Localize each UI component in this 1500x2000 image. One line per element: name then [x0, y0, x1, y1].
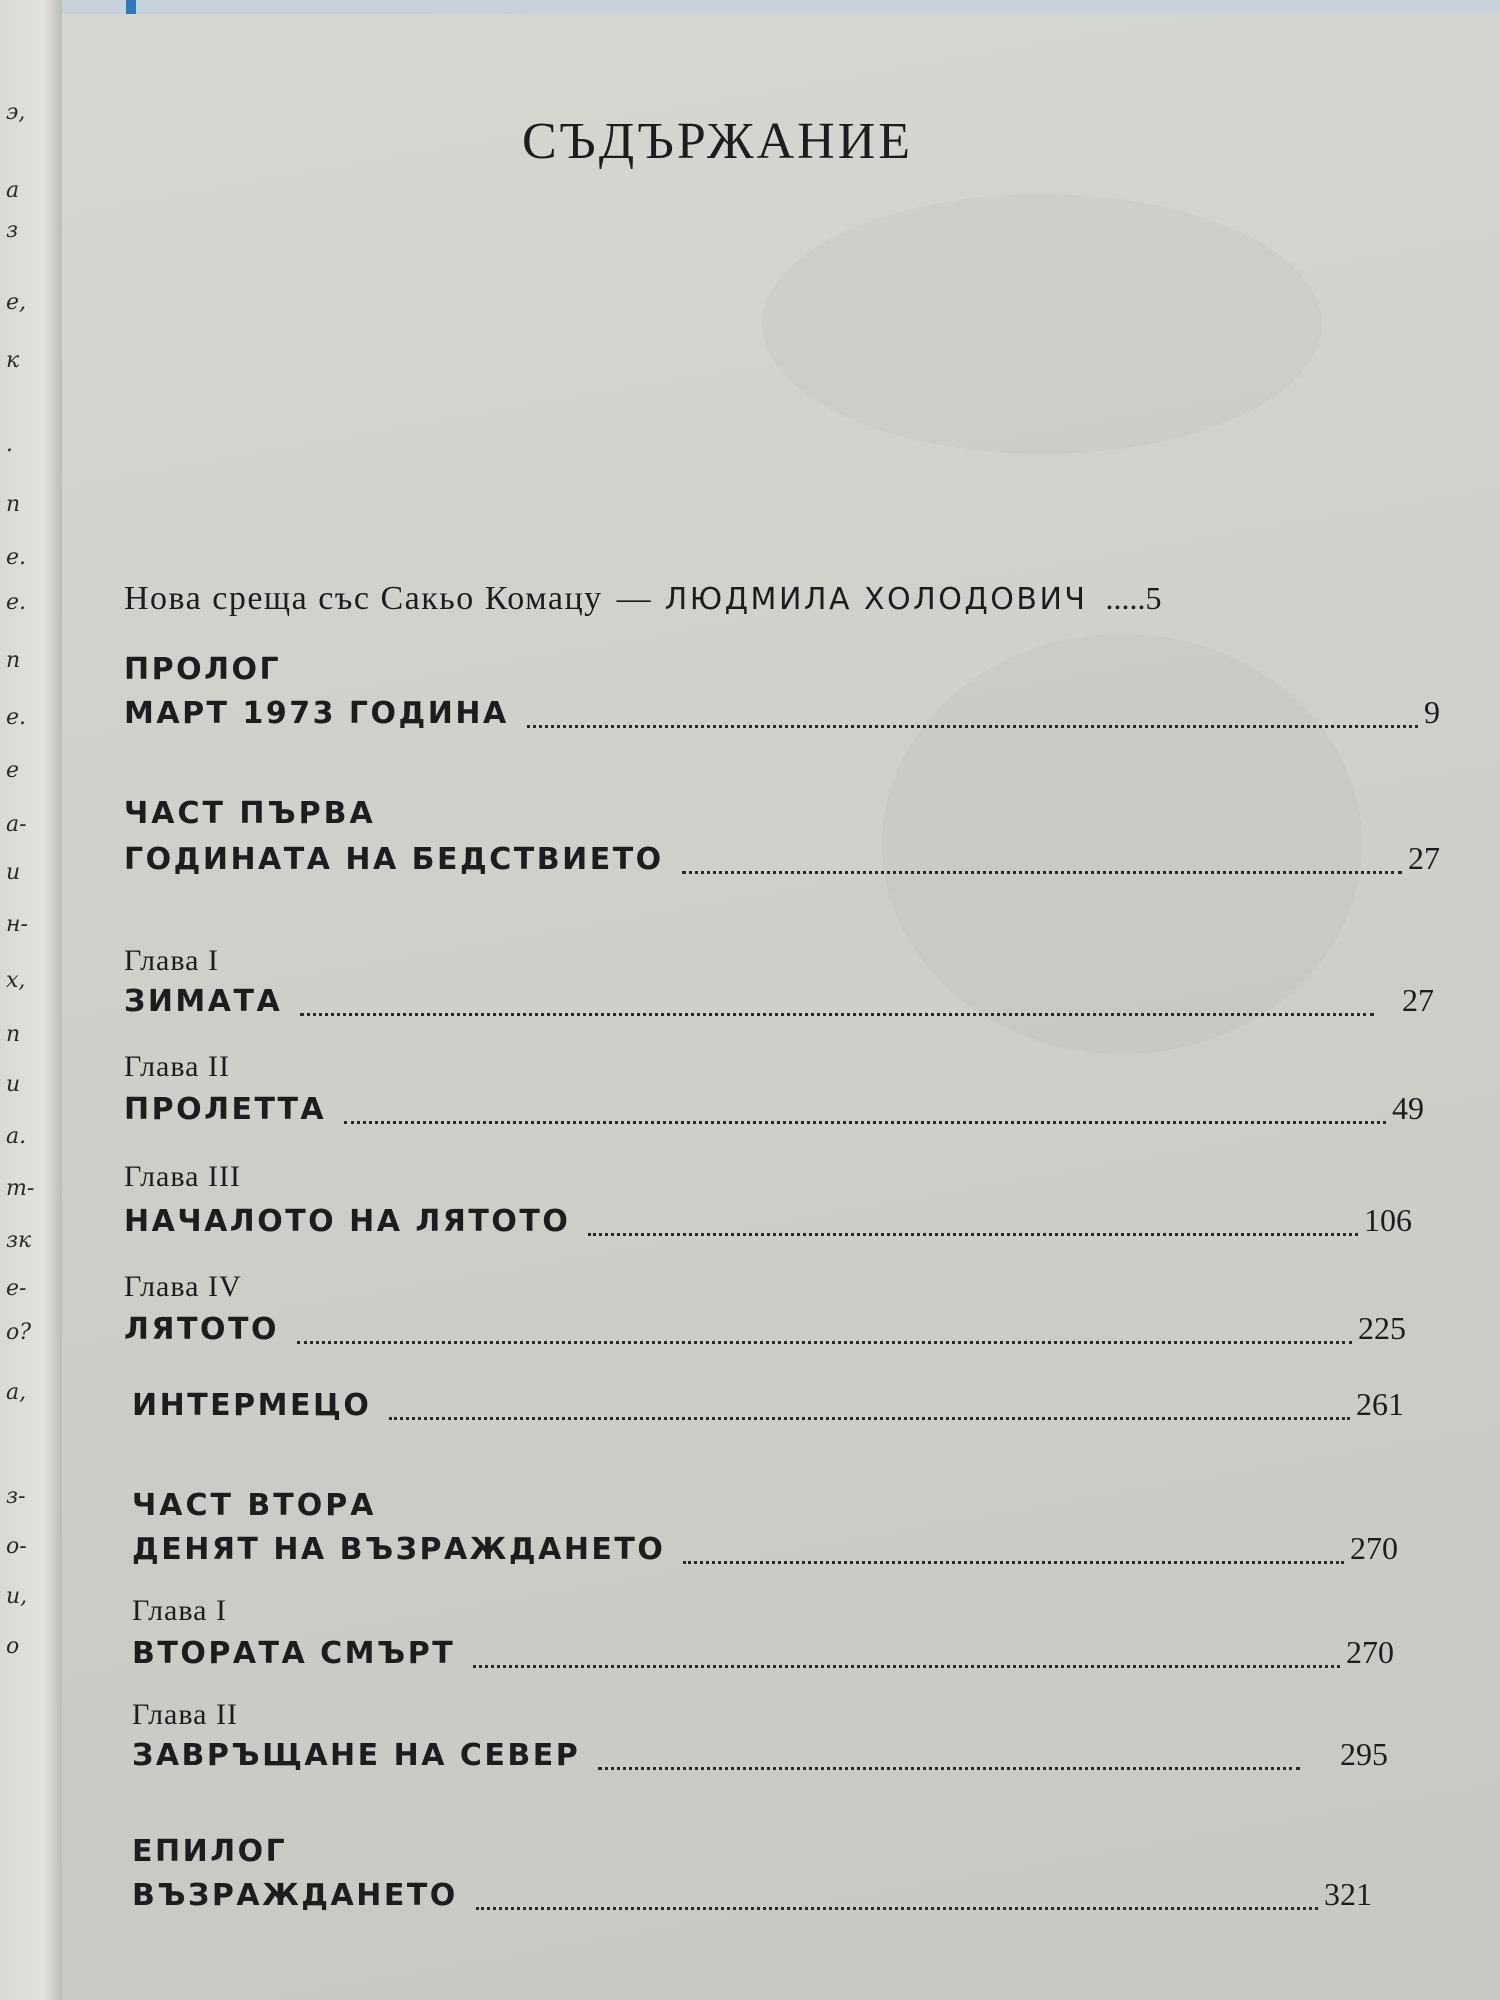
toc-chapter-label [132, 1698, 1132, 1738]
toc-page-number: 270 [1350, 1530, 1398, 1566]
left-page-fragment: зк [6, 1228, 32, 1253]
dot-leader [300, 1013, 1374, 1016]
toc-page-number: 49 [1392, 1090, 1424, 1126]
toc-entry-title: Нова среща със Сакьо Комацу [124, 580, 603, 617]
toc-entry-title: ВЪЗРАЖДАНЕТО [132, 1878, 458, 1913]
chapter-label: Глава II [124, 1050, 230, 1083]
left-page-fragment: и, [6, 1584, 28, 1609]
toc-page-number: 295 [1340, 1736, 1388, 1772]
book-page [62, 14, 1500, 2000]
left-page-fragment: о- [6, 1534, 27, 1559]
toc-entry-title: ПРОЛЕТТА [124, 1092, 327, 1127]
toc-section-heading: ЕПИЛОГ [132, 1834, 288, 1869]
dot-leader [588, 1233, 1358, 1236]
left-page-fragment: т- [6, 1176, 35, 1201]
toc-entry-chapter[interactable] [124, 982, 1434, 1022]
toc-entry-chapter[interactable] [124, 1090, 1424, 1130]
left-page-fragment: п [6, 1022, 21, 1047]
left-page-fragment: . [6, 432, 13, 457]
left-page-fragment: н- [6, 912, 28, 937]
toc-entry-title: ЛЯТОТО [124, 1312, 279, 1347]
dot-leader [683, 1561, 1344, 1564]
toc-heading-epilogue [132, 1834, 1132, 1874]
toc-entry-title: ЗИМАТА [124, 984, 283, 1019]
toc-heading-part2 [132, 1488, 1132, 1528]
toc-chapter-label [124, 1270, 1124, 1310]
toc-entry-chapter[interactable] [132, 1736, 1388, 1776]
left-page-fragment: о? [6, 1320, 32, 1345]
dot-leader [389, 1417, 1350, 1420]
left-page-fragment: о [6, 1634, 20, 1659]
toc-chapter-label [124, 1160, 1124, 1200]
toc-entry-part2[interactable] [132, 1530, 1398, 1570]
dot-leader [476, 1907, 1318, 1910]
toc-heading-part1 [124, 796, 1124, 836]
dot-leader [473, 1665, 1340, 1668]
toc-entry-title: ВТОРАТА СМЪРТ [132, 1636, 456, 1671]
left-page-fragment: з- [6, 1484, 26, 1509]
toc-entry-title: ДЕНЯТ НА ВЪЗРАЖДАНЕТО [132, 1532, 666, 1567]
chapter-label: Глава I [132, 1594, 227, 1627]
toc-page-number: 27 [1402, 982, 1434, 1018]
left-page-fragment: п [6, 492, 21, 517]
toc-page-number: 261 [1356, 1386, 1404, 1422]
toc-chapter-label [124, 1050, 1124, 1090]
left-page-fragment: и [6, 860, 21, 885]
dot-leader [682, 871, 1402, 874]
dot-leader [598, 1767, 1300, 1770]
dot-leader [527, 725, 1418, 728]
toc-entry-intermezzo[interactable] [132, 1386, 1404, 1426]
toc-section-heading: ЧАСТ ВТОРА [132, 1488, 377, 1523]
toc-page-number: 9 [1424, 694, 1440, 730]
left-page-fragment: е. [6, 545, 27, 570]
chapter-label: Глава II [132, 1698, 238, 1731]
toc-entry-title: МАРТ 1973 ГОДИНА [124, 696, 509, 731]
left-page-fragment: а. [6, 1124, 27, 1149]
toc-page-number: 106 [1364, 1202, 1412, 1238]
left-page-fragment: е. [6, 705, 27, 730]
toc-section-heading: ПРОЛОГ [124, 652, 282, 687]
left-page-fragment: а- [6, 812, 27, 837]
toc-chapter-label [132, 1594, 1132, 1634]
left-page-fragment: и [6, 1072, 21, 1097]
left-page-fragment: е. [6, 590, 27, 615]
left-page-fragment: к [6, 348, 20, 373]
toc-entry-title: ГОДИНАТА НА БЕДСТВИЕТО [124, 842, 664, 877]
toc-entry-chapter[interactable] [124, 1202, 1412, 1242]
toc-page-number: 270 [1346, 1634, 1394, 1670]
left-page-fragment: э, [6, 100, 26, 125]
toc-entry-intro[interactable] [124, 580, 1440, 620]
toc-entry-author: ЛЮДМИЛА ХОЛОДОВИЧ [664, 582, 1088, 617]
toc-page-number: .....5 [1105, 580, 1162, 616]
left-page-fragment: а, [6, 1380, 27, 1405]
toc-entry-epilogue[interactable] [132, 1876, 1372, 1916]
toc-entry-prologue[interactable] [124, 694, 1440, 734]
toc-chapter-label [124, 944, 1124, 984]
left-page-fragment: е- [6, 1276, 27, 1301]
dot-leader [297, 1341, 1352, 1344]
left-page-fragment: а [6, 178, 20, 203]
left-page-fragment: е, [6, 290, 27, 315]
dot-leader [344, 1121, 1386, 1124]
chapter-label: Глава IV [124, 1270, 242, 1303]
toc-entry-title: ЗАВРЪЩАНЕ НА СЕВЕР [132, 1738, 581, 1773]
chapter-label: Глава III [124, 1160, 241, 1193]
toc-entry-chapter[interactable] [124, 1310, 1406, 1350]
toc-entry-chapter[interactable] [132, 1634, 1394, 1674]
left-page-edge [0, 0, 62, 2000]
left-page-fragment: е [6, 758, 20, 783]
toc-entry-part1[interactable] [124, 840, 1440, 880]
toc-page-number: 225 [1358, 1310, 1406, 1346]
left-page-fragment: з [6, 218, 18, 243]
table-of-contents [62, 14, 1500, 2000]
toc-page-number: 321 [1324, 1876, 1372, 1912]
page-title: СЪДЪРЖАНИЕ [522, 113, 914, 170]
toc-entry-title: НАЧАЛОТО НА ЛЯТОТО [124, 1204, 571, 1239]
toc-page-number: 27 [1408, 840, 1440, 876]
chapter-label: Глава I [124, 944, 219, 977]
left-page-fragment: х, [6, 968, 26, 993]
toc-entry-title: ИНТЕРМЕЦО [132, 1388, 372, 1423]
left-page-fragment: п [6, 648, 21, 673]
toc-entry-dash: — [616, 580, 651, 617]
toc-heading-prologue [124, 652, 1124, 692]
toc-section-heading: ЧАСТ ПЪРВА [124, 796, 376, 831]
